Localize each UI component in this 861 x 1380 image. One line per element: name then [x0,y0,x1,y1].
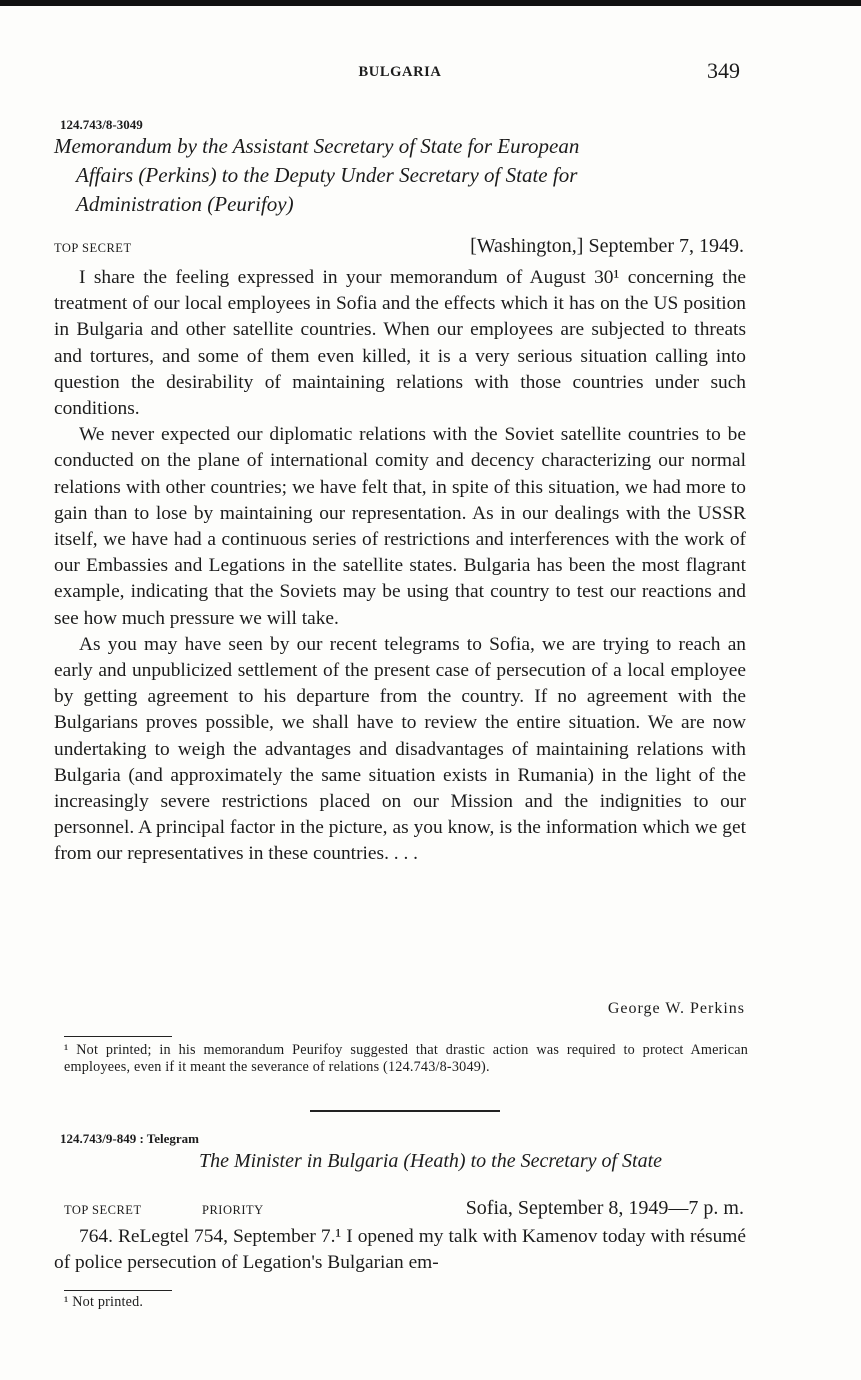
footnote: ¹ Not printed; in his memorandum Peurifoy suggested that drastic action was required to protect American employees, even if it meant the severance of relations (124.743/8-3049). [64,1042,748,1075]
title-line: Affairs (Perkins) to the Deputy Under Secretary of State for [76,163,578,187]
file-number: 124.743/8-3049 [60,117,143,132]
document-title [54,132,744,219]
telegram-title: The Minister in Bulgaria (Heath) to the Secretary of State [198,1150,663,1172]
classification-line [54,232,744,258]
footnote-rule [64,1036,172,1037]
priority-label: PRIORITY [202,1203,264,1217]
telegram-classification-line [54,1194,744,1220]
page-top-edge [0,0,861,6]
title-line: Memorandum by the Assistant Secretary of State for European [54,134,580,158]
running-header: BULGARIA [358,64,442,80]
classification-label: TOP SECRET [54,241,132,255]
signature: George W. Perkins [607,1000,745,1017]
title-line: Administration (Peurifoy) [76,192,294,216]
page-number: 349 [707,58,740,83]
classification-label: TOP SECRET [64,1203,142,1217]
telegram-file-number: 124.743/9-849 : Telegram [60,1131,200,1146]
footnote-rule [64,1290,172,1291]
paragraph: As you may have seen by our recent telegrams to Sofia, we are trying to reach an early and unpublicized settlement of the present case of persecution of a local employee by getting agreement to his departure from the country. If no agreement with the Bulgarians proves possible, we shall have to review the entire situation. We are now undertaking to weigh the advantages and disadvantages of maintaining relations with Bulgaria (and approximately the same situation exists in Rumania) in the light of the increasingly severe restrictions placed on our Mission and the indignities to our personnel. A principal factor in the picture, as you know, is the information which we get from our representatives in these countries. . . . [54,633,746,865]
footnote: ¹ Not printed. [64,1294,144,1310]
memo-body [54,265,746,868]
paragraph: We never expected our diplomatic relations with the Soviet satellite countries to be conducted on the plane of international comity and decency characterizing our normal relations with other countries; we have felt that, in spite of this situation, we had more to gain than to lose by maintaining our representation. As in our dealings with the USSR itself, we have had a continuous series of restrictions and interferences with the work of our Embassies and Legations in the satellite states. Bulgaria has been the most flagrant example, indicating that the Soviets may be using that country to test our reactions and see how much pressure we will take. [54,424,746,629]
dateline: Sofia, September 8, 1949—7 p. m. [465,1197,744,1219]
paragraph: 764. ReLegtel 754, September 7.¹ I opened my talk with Kamenov today with résumé of police persecution of Legation's Bulgarian em- [54,1226,746,1274]
paragraph: I share the feeling expressed in your memorandum of August 30¹ concerning the treatment of our local employees in Sofia and the effects which it has on the US position in Bulgaria and other satellite countries. When our employees are subjected to threats and tortures, and some of them even killed, it is a very serious situation calling into question the desirability of maintaining relations with those countries under such conditions. [54,267,746,420]
dateline: [Washington,] September 7, 1949. [470,235,744,257]
telegram-body [54,1224,746,1276]
section-separator [310,1110,500,1112]
